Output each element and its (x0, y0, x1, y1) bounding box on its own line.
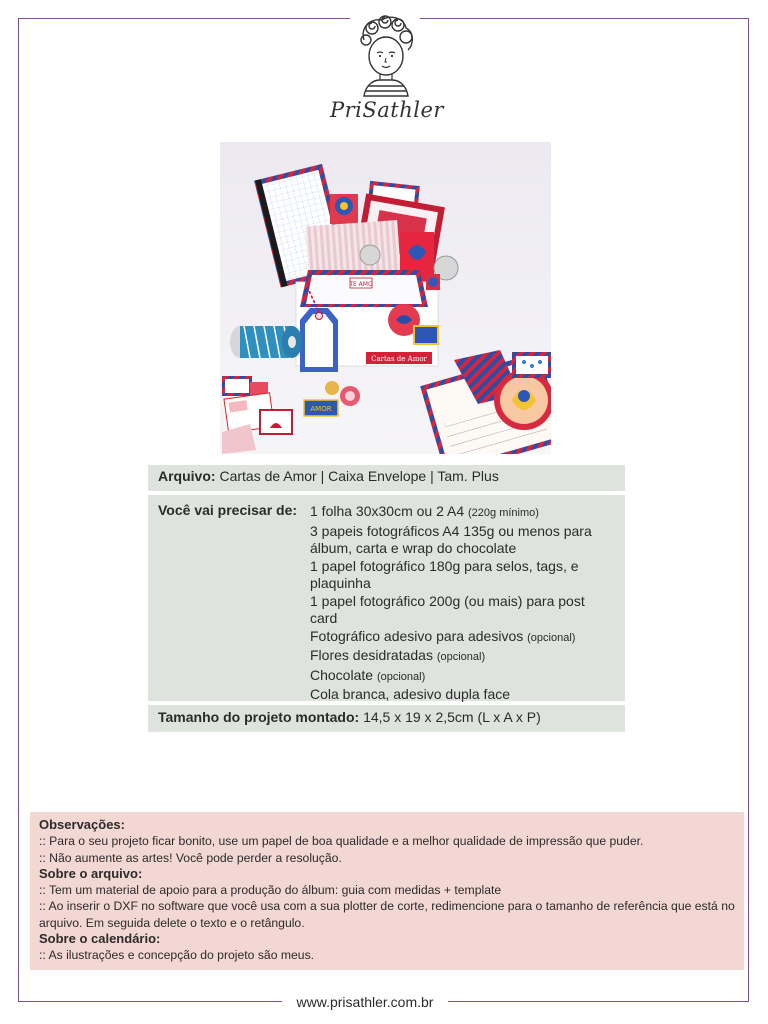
list-item: 1 papel fotográfico 180g para selos, tags, e plaquinha (310, 557, 579, 591)
list-item: Fotográfico adesivo para adesivos (opcional) (310, 627, 576, 644)
needs-label: Você vai precisar de: (158, 502, 298, 518)
brand-name: PriSathler (330, 98, 444, 122)
product-photo (220, 142, 551, 454)
calendar-heading: Sobre o calendário: (39, 931, 161, 947)
size-label: Tamanho do projeto montado: (158, 709, 360, 725)
list-item: 1 papel fotográfico 200g (ou mais) para post card (310, 592, 585, 626)
calendar-note-line: :: As ilustrações e concepção do projeto são meus. (39, 948, 315, 963)
list-item: Chocolate (opcional) (310, 666, 426, 683)
list-item: 1 folha 30x30cm ou 2 A4 (220g mínimo) (310, 503, 539, 519)
size-row (148, 705, 625, 732)
photo-tag-text: TE AMO (349, 281, 373, 288)
needs-list (310, 503, 610, 704)
file-note-line: :: Tem um material de apoio para a produção do álbum: guia com medidas + template (39, 883, 502, 898)
file-value: Cartas de Amor | Caixa Envelope | Tam. Plus (219, 468, 499, 484)
photo-stamp-text: AMOR (310, 405, 332, 413)
file-label: Arquivo: (158, 468, 216, 484)
needs-row (148, 495, 625, 701)
footer-url-link[interactable]: www.prisathler.com.br (296, 994, 434, 1010)
list-item: 3 papeis fotográficos A4 135g ou menos para álbum, carta e wrap do chocolate (310, 522, 592, 556)
file-notes-heading: Sobre o arquivo: (39, 865, 143, 881)
observations-heading: Observações: (39, 817, 125, 832)
notes-box (30, 812, 744, 970)
size-value: 14,5 x 19 x 2,5cm (L x A x P) (363, 709, 541, 725)
list-item: Flores desidratadas (opcional) (310, 647, 486, 663)
observation-line: :: Não aumente as artes! Você pode perder a resolução. (39, 850, 342, 865)
file-row (148, 465, 625, 491)
list-item: Cola branca, adesivo dupla face (310, 686, 511, 702)
photo-box-label: Cartas de Amor (371, 355, 427, 363)
file-note-line: :: Ao inserir o DXF no software que você usa com a sua plotter de corte, redimencione para o tamanho de referência que está no arquivo. Em seguida delete o texto e o retângulo. (39, 899, 735, 930)
observation-line: :: Para o seu projeto ficar bonito, use um papel de boa qualidade e a melhor qualidade de impressão que puder. (39, 834, 644, 849)
